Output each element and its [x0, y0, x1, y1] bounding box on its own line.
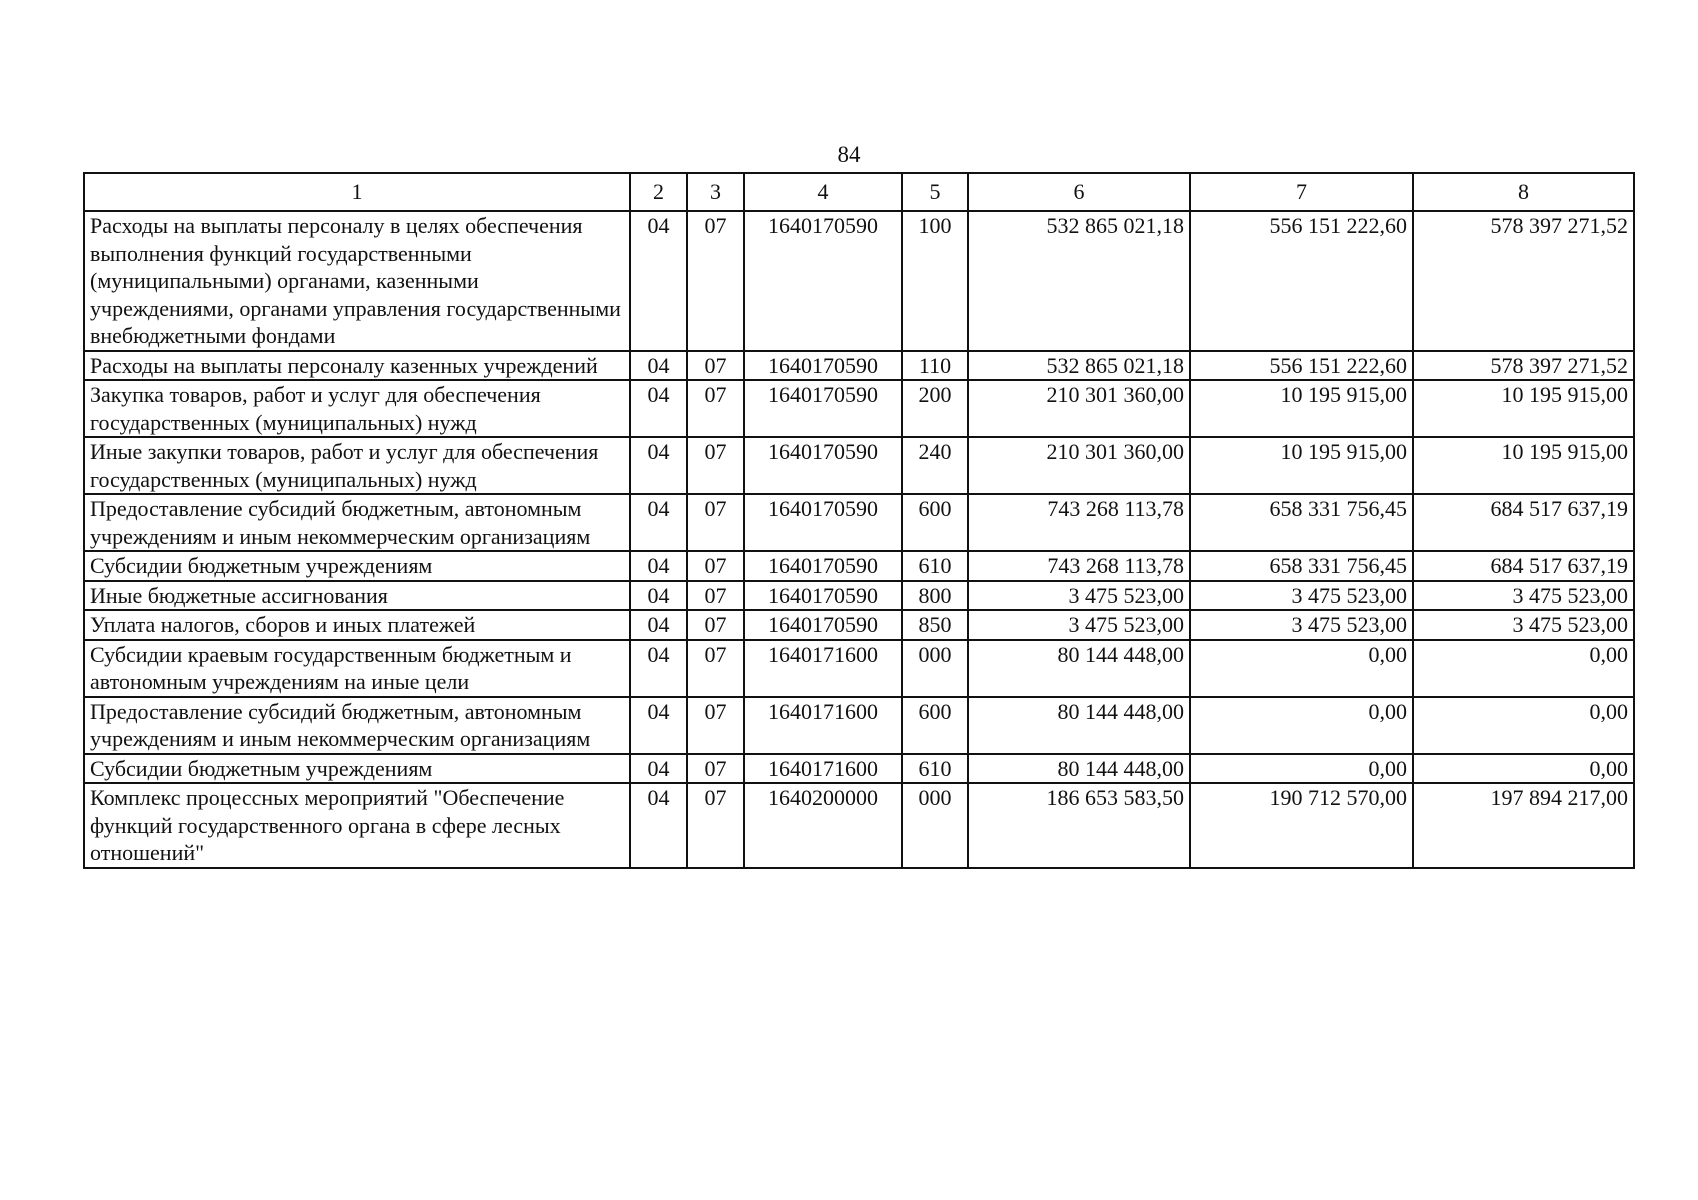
- section-code-cell: 04: [630, 754, 687, 784]
- amount-col8-cell: 578 397 271,52: [1413, 211, 1634, 351]
- amount-col8-cell: 578 397 271,52: [1413, 351, 1634, 381]
- expense-type-cell: 610: [902, 551, 968, 581]
- amount-col8-cell: 684 517 637,19: [1413, 551, 1634, 581]
- row-name-cell: Иные закупки товаров, работ и услуг для обеспечения государственных (муниципальных) нужд: [84, 437, 630, 494]
- section-code-cell: 04: [630, 494, 687, 551]
- subsection-code-cell: 07: [687, 380, 744, 437]
- table-row: [84, 351, 1634, 381]
- row-name-cell: Предоставление субсидий бюджетным, автономным учреждениям и иным некоммерческим организациям: [84, 697, 630, 754]
- section-code-cell: 04: [630, 581, 687, 611]
- amount-col7-cell: 190 712 570,00: [1190, 783, 1413, 868]
- expense-type-cell: 110: [902, 351, 968, 381]
- amount-col8-cell: 0,00: [1413, 754, 1634, 784]
- amount-col6-cell: 532 865 021,18: [968, 211, 1190, 351]
- amount-col6-cell: 186 653 583,50: [968, 783, 1190, 868]
- column-header: 7: [1190, 173, 1413, 211]
- section-code-cell: 04: [630, 380, 687, 437]
- expense-type-cell: 600: [902, 697, 968, 754]
- amount-col6-cell: 80 144 448,00: [968, 640, 1190, 697]
- section-code-cell: 04: [630, 783, 687, 868]
- target-article-cell: 1640171600: [744, 754, 902, 784]
- row-name-cell: Субсидии краевым государственным бюджетным и автономным учреждениям на иные цели: [84, 640, 630, 697]
- column-header: 5: [902, 173, 968, 211]
- table-row: [84, 437, 1634, 494]
- amount-col7-cell: 658 331 756,45: [1190, 551, 1413, 581]
- subsection-code-cell: 07: [687, 581, 744, 611]
- target-article-cell: 1640170590: [744, 211, 902, 351]
- target-article-cell: 1640170590: [744, 351, 902, 381]
- row-name-cell: Комплекс процессных мероприятий "Обеспечение функций государственного органа в сфере лесных отношений": [84, 783, 630, 868]
- amount-col8-cell: 3 475 523,00: [1413, 610, 1634, 640]
- column-header: 4: [744, 173, 902, 211]
- amount-col8-cell: 3 475 523,00: [1413, 581, 1634, 611]
- row-name-cell: Расходы на выплаты персоналу в целях обеспечения выполнения функций государственными (муниципальными) органами, казенными учреждениями, органами управления государственными внебюджетными фондами: [84, 211, 630, 351]
- expense-type-cell: 850: [902, 610, 968, 640]
- table-row: [84, 783, 1634, 868]
- table-row: [84, 610, 1634, 640]
- amount-col7-cell: 10 195 915,00: [1190, 437, 1413, 494]
- section-code-cell: 04: [630, 211, 687, 351]
- table-row: [84, 380, 1634, 437]
- expense-type-cell: 800: [902, 581, 968, 611]
- table-row: [84, 211, 1634, 351]
- amount-col8-cell: 10 195 915,00: [1413, 380, 1634, 437]
- target-article-cell: 1640170590: [744, 551, 902, 581]
- column-header: 6: [968, 173, 1190, 211]
- subsection-code-cell: 07: [687, 783, 744, 868]
- amount-col6-cell: 80 144 448,00: [968, 697, 1190, 754]
- expense-type-cell: 000: [902, 640, 968, 697]
- row-name-cell: Закупка товаров, работ и услуг для обеспечения государственных (муниципальных) нужд: [84, 380, 630, 437]
- target-article-cell: 1640171600: [744, 697, 902, 754]
- subsection-code-cell: 07: [687, 211, 744, 351]
- expense-type-cell: 610: [902, 754, 968, 784]
- column-header: 8: [1413, 173, 1634, 211]
- amount-col7-cell: 556 151 222,60: [1190, 351, 1413, 381]
- subsection-code-cell: 07: [687, 640, 744, 697]
- amount-col8-cell: 10 195 915,00: [1413, 437, 1634, 494]
- expense-type-cell: 600: [902, 494, 968, 551]
- section-code-cell: 04: [630, 697, 687, 754]
- section-code-cell: 04: [630, 437, 687, 494]
- table-body: [84, 211, 1634, 868]
- expense-type-cell: 000: [902, 783, 968, 868]
- amount-col6-cell: 3 475 523,00: [968, 610, 1190, 640]
- section-code-cell: 04: [630, 640, 687, 697]
- target-article-cell: 1640170590: [744, 581, 902, 611]
- row-name-cell: Иные бюджетные ассигнования: [84, 581, 630, 611]
- expense-type-cell: 240: [902, 437, 968, 494]
- amount-col7-cell: 0,00: [1190, 640, 1413, 697]
- amount-col7-cell: 10 195 915,00: [1190, 380, 1413, 437]
- amount-col7-cell: 556 151 222,60: [1190, 211, 1413, 351]
- table-row: [84, 754, 1634, 784]
- row-name-cell: Уплата налогов, сборов и иных платежей: [84, 610, 630, 640]
- amount-col8-cell: 0,00: [1413, 697, 1634, 754]
- subsection-code-cell: 07: [687, 494, 744, 551]
- amount-col7-cell: 0,00: [1190, 754, 1413, 784]
- expense-type-cell: 200: [902, 380, 968, 437]
- amount-col7-cell: 0,00: [1190, 697, 1413, 754]
- subsection-code-cell: 07: [687, 610, 744, 640]
- column-header: 2: [630, 173, 687, 211]
- amount-col8-cell: 197 894 217,00: [1413, 783, 1634, 868]
- budget-table: [83, 172, 1635, 869]
- subsection-code-cell: 07: [687, 551, 744, 581]
- table-row: [84, 581, 1634, 611]
- section-code-cell: 04: [630, 551, 687, 581]
- amount-col6-cell: 80 144 448,00: [968, 754, 1190, 784]
- amount-col7-cell: 658 331 756,45: [1190, 494, 1413, 551]
- target-article-cell: 1640200000: [744, 783, 902, 868]
- amount-col7-cell: 3 475 523,00: [1190, 610, 1413, 640]
- row-name-cell: Предоставление субсидий бюджетным, автономным учреждениям и иным некоммерческим организациям: [84, 494, 630, 551]
- subsection-code-cell: 07: [687, 351, 744, 381]
- amount-col6-cell: 743 268 113,78: [968, 494, 1190, 551]
- amount-col6-cell: 210 301 360,00: [968, 380, 1190, 437]
- page-number: 84: [837, 142, 861, 167]
- row-name-cell: Расходы на выплаты персоналу казенных учреждений: [84, 351, 630, 381]
- section-code-cell: 04: [630, 610, 687, 640]
- expense-type-cell: 100: [902, 211, 968, 351]
- table-row: [84, 494, 1634, 551]
- header-row: [84, 173, 1634, 211]
- target-article-cell: 1640170590: [744, 494, 902, 551]
- amount-col6-cell: 743 268 113,78: [968, 551, 1190, 581]
- table-row: [84, 551, 1634, 581]
- section-code-cell: 04: [630, 351, 687, 381]
- amount-col6-cell: 210 301 360,00: [968, 437, 1190, 494]
- target-article-cell: 1640170590: [744, 610, 902, 640]
- target-article-cell: 1640171600: [744, 640, 902, 697]
- subsection-code-cell: 07: [687, 697, 744, 754]
- row-name-cell: Субсидии бюджетным учреждениям: [84, 551, 630, 581]
- table-row: [84, 640, 1634, 697]
- table-row: [84, 697, 1634, 754]
- subsection-code-cell: 07: [687, 754, 744, 784]
- amount-col8-cell: 684 517 637,19: [1413, 494, 1634, 551]
- column-header: 1: [84, 173, 630, 211]
- amount-col8-cell: 0,00: [1413, 640, 1634, 697]
- amount-col6-cell: 3 475 523,00: [968, 581, 1190, 611]
- target-article-cell: 1640170590: [744, 437, 902, 494]
- column-header: 3: [687, 173, 744, 211]
- amount-col6-cell: 532 865 021,18: [968, 351, 1190, 381]
- amount-col7-cell: 3 475 523,00: [1190, 581, 1413, 611]
- subsection-code-cell: 07: [687, 437, 744, 494]
- row-name-cell: Субсидии бюджетным учреждениям: [84, 754, 630, 784]
- target-article-cell: 1640170590: [744, 380, 902, 437]
